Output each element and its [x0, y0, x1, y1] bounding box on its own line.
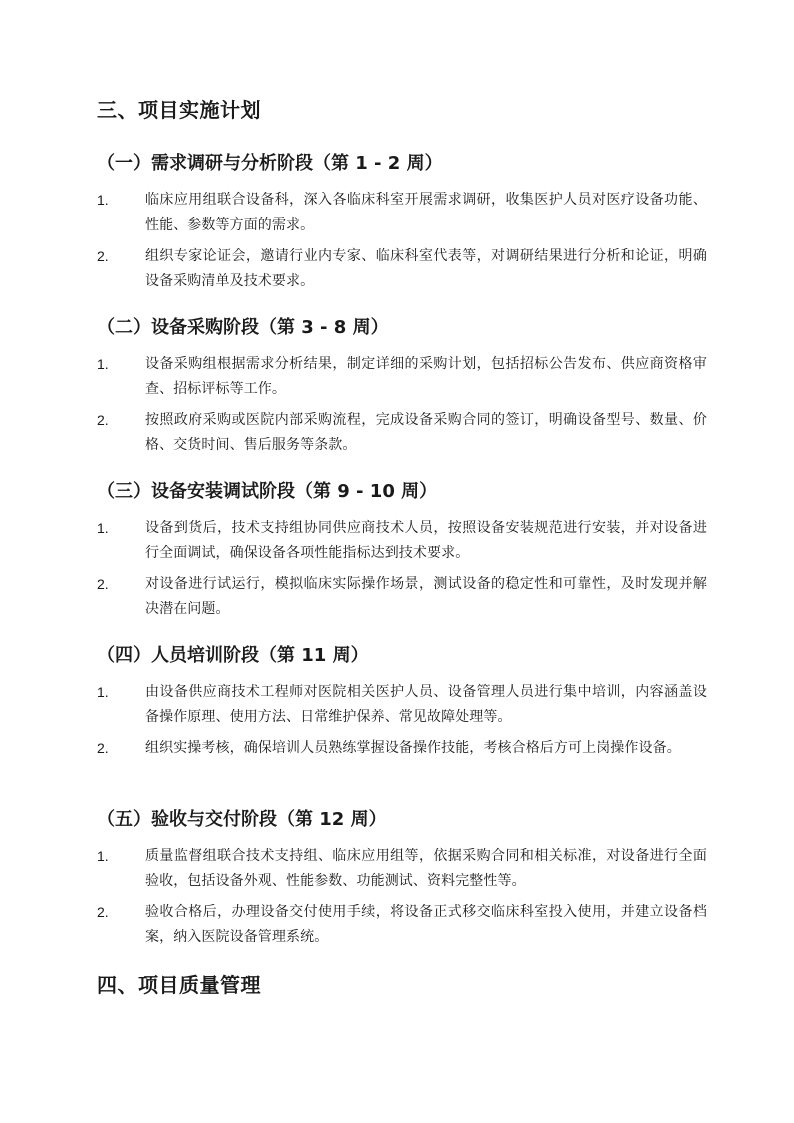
list-item — [97, 352, 707, 402]
section-heading-4: 四、项目质量管理 — [97, 973, 261, 997]
phase-heading-2: （二）设备采购阶段（第 3 - 8 周） — [97, 317, 389, 338]
phase-heading-1: （一）需求调研与分析阶段（第 1 - 2 周） — [97, 153, 443, 174]
list-item — [97, 680, 707, 730]
list-text: 由设备供应商技术工程师对医院相关医护人员、设备管理人员进行集中培训，内容涵盖设备操作原理、使用方法、日常维护保养、常见故障处理等。 — [145, 684, 707, 725]
list-number: 2. — [97, 412, 109, 428]
list-number: 2. — [97, 740, 109, 756]
section-heading-3: 三、项目实施计划 — [97, 98, 261, 122]
list-text: 设备到货后，技术支持组协同供应商技术人员，按照设备安装规范进行安装，并对设备进行全面调试，确保设备各项性能指标达到技术要求。 — [145, 520, 707, 561]
list-text: 组织实操考核，确保培训人员熟练掌握设备操作技能，考核合格后方可上岗操作设备。 — [145, 740, 681, 756]
list-item — [97, 572, 707, 622]
list-text: 对设备进行试运行，模拟临床实际操作场景，测试设备的稳定性和可靠性，及时发现并解决潜在问题。 — [145, 576, 707, 617]
list-number: 1. — [97, 684, 109, 700]
list-item — [97, 516, 707, 566]
list-number: 1. — [97, 520, 109, 536]
phase-heading-3: （三）设备安装调试阶段（第 9 - 10 周） — [97, 481, 438, 502]
list-number: 2. — [97, 576, 109, 592]
list-text: 按照政府采购或医院内部采购流程，完成设备采购合同的签订，明确设备型号、数量、价格、交货时间、售后服务等条款。 — [145, 412, 707, 453]
list-text: 验收合格后，办理设备交付使用手续，将设备正式移交临床科室投入使用，并建立设备档案，纳入医院设备管理系统。 — [145, 904, 707, 945]
list-number: 1. — [97, 848, 109, 864]
list-item — [97, 736, 707, 761]
list-text: 组织专家论证会，邀请行业内专家、临床科室代表等，对调研结果进行分析和论证，明确设备采购清单及技术要求。 — [145, 248, 707, 289]
list-text: 质量监督组联合技术支持组、临床应用组等，依据采购合同和相关标准，对设备进行全面验收，包括设备外观、性能参数、功能测试、资料完整性等。 — [145, 848, 707, 889]
list-item — [97, 900, 707, 950]
list-item — [97, 408, 707, 458]
list-item — [97, 188, 707, 238]
list-text: 设备采购组根据需求分析结果，制定详细的采购计划，包括招标公告发布、供应商资格审查、招标评标等工作。 — [145, 356, 707, 397]
list-number: 1. — [97, 356, 109, 372]
list-number: 1. — [97, 192, 109, 208]
list-item — [97, 844, 707, 894]
list-item — [97, 244, 707, 294]
phase-heading-5: （五）验收与交付阶段（第 12 周） — [97, 809, 387, 830]
list-number: 2. — [97, 248, 109, 264]
list-text: 临床应用组联合设备科，深入各临床科室开展需求调研，收集医护人员对医疗设备功能、性能、参数等方面的需求。 — [145, 192, 707, 233]
phase-heading-4: （四）人员培训阶段（第 11 周） — [97, 645, 369, 666]
list-number: 2. — [97, 904, 109, 920]
